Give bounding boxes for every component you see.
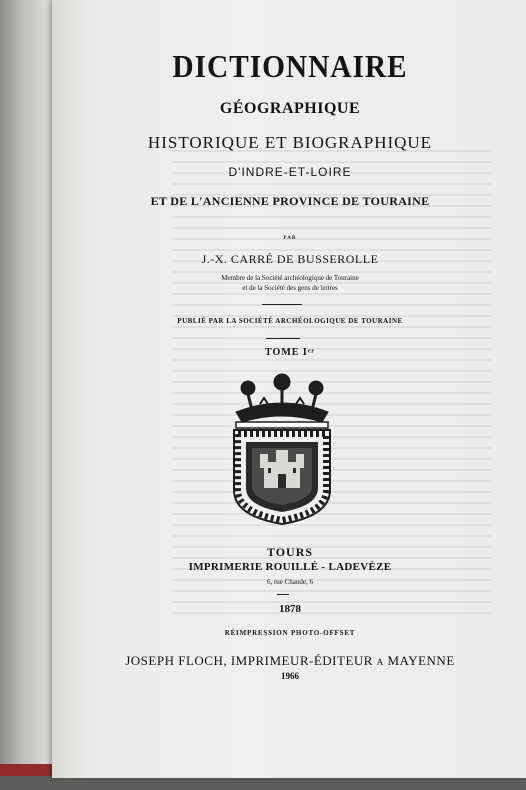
- printer-address: 6, rue Chaude, 6: [266, 578, 314, 586]
- volume-number: TOME Iᵉʳ: [265, 347, 315, 358]
- par-label: PAR: [283, 236, 297, 241]
- publisher-society: PUBLIÉ PAR LA SOCIÉTÉ ARCHÉOLOGIQUE DE TOURAINE: [177, 317, 403, 325]
- author-affiliation-2: et de la Société des gens de lettres: [242, 284, 338, 292]
- printer-name: IMPRIMERIE ROUILLÉ - LADEVÈZE: [188, 561, 392, 573]
- reprint-publisher: [80, 653, 500, 669]
- coat-of-arms-icon: [230, 370, 334, 526]
- region-name: D'INDRE-ET-LOIRE: [228, 165, 352, 179]
- reprint-label: RÉIMPRESSION PHOTO-OFFSET: [224, 629, 356, 637]
- city-name: TOURS: [266, 545, 314, 559]
- divider-rule: [262, 304, 302, 305]
- table-surface: [0, 776, 526, 790]
- reprint-year: 1966: [281, 671, 299, 681]
- province-name: ET DE L'ANCIENNE PROVINCE DE TOURAINE: [150, 194, 430, 208]
- reprint-publisher-name: JOSEPH FLOCH, IMPRIMEUR-ÉDITEUR: [125, 653, 373, 668]
- subtitle-geographique: GÉOGRAPHIQUE: [219, 100, 361, 117]
- divider-rule: [277, 594, 289, 595]
- reprint-publisher-a: A: [376, 657, 384, 667]
- subtitle-historique: HISTORIQUE ET BIOGRAPHIQUE: [147, 133, 433, 152]
- author-name: J.-X. CARRÉ DE BUSSEROLLE: [201, 252, 379, 266]
- divider-rule: [266, 338, 300, 339]
- author-affiliation-1: Membre de la Société archéologique de Touraine: [221, 274, 359, 282]
- book-title: DICTIONNAIRE: [172, 48, 408, 84]
- publication-year: 1878: [279, 603, 301, 615]
- reprint-publisher-city: MAYENNE: [387, 653, 455, 668]
